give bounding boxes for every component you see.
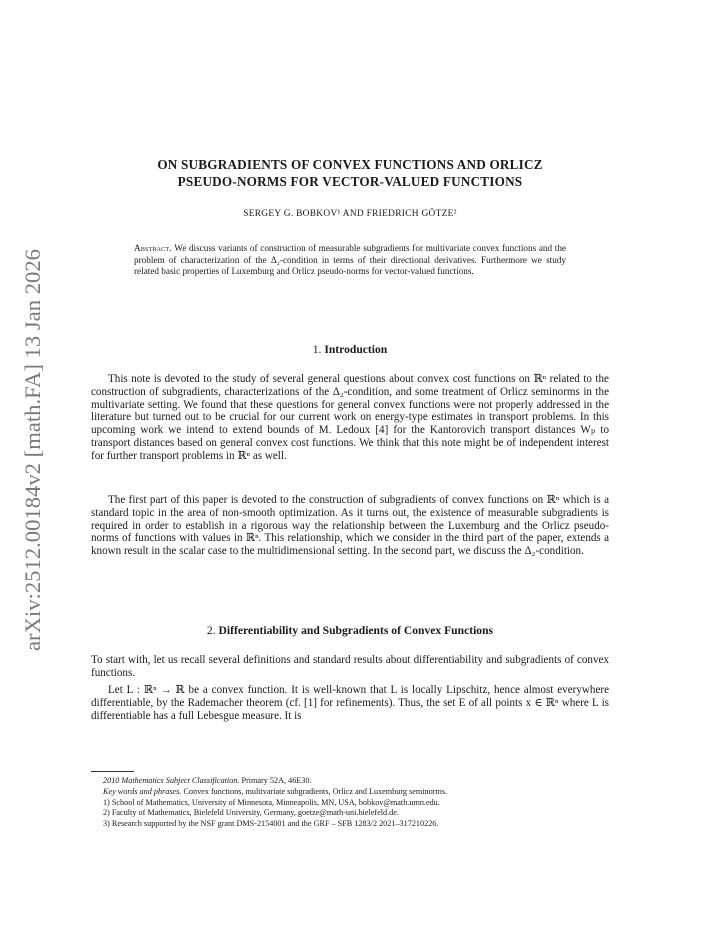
footnote-msc-text: Primary 52A, 46E30. (241, 776, 312, 785)
arxiv-stamp (10, 248, 54, 654)
section-2-title: Differentiability and Subgradients of Convex Functions (218, 624, 494, 637)
section-1-paragraph-1: This note is devoted to the study of several general questions about convex cost functions on ℝⁿ related to the construction of subgradients, characterizations of the Δ₂-condition, and some treatment of Orlicz seminorms in the multivariate setting. We found that these questions for general convex functions were not properly addressed in the literature but turned out to be crucial for our current work on energy-type estimates in transport problems. In this upcoming work we intend to extend bounds of M. Ledoux [4] for the Kantorovich transport distances Wₚ to transport distances based on general convex cost functions. We think that this note might be of independent interest for further transport problems in ℝⁿ as well. (91, 373, 609, 462)
author-list: SERGEY G. BOBKOV¹ AND FRIEDRICH GÖTZE² (243, 209, 457, 219)
footnote-msc-label: 2010 Mathematics Subject Classification. (103, 776, 240, 785)
paper-title (91, 156, 609, 190)
abstract (134, 243, 566, 278)
section-2-paragraph-1: To start with, let us recall several definitions and standard results about differentiability and subgradients of convex functions. (91, 654, 609, 679)
abstract-label: Abstract. (134, 243, 172, 253)
footnote-3: 3) Research supported by the NSF grant DMS-2154001 and the GRF – SFB 1283/2 2021–317210226. (103, 819, 439, 829)
section-1-paragraph-2: The first part of this paper is devoted to the construction of subgradients of convex functions on ℝⁿ which is a standard topic in the area of non-smooth optimization. As it turns out, the existence of measurable subgradients is required in order to establish in a rigorous way the relationship between the Luxemburg and the Orlicz pseudo-norms of functions with values in ℝⁿ. This relationship, which we consider in the third part of the paper, extends a known result in the scalar case to the multidimensional setting. In the second part, we discuss the Δ₂-condition. (91, 494, 609, 558)
footnote-keywords-text: Convex functions, multivariate subgradients, Orlicz and Luxemburg seminorms. (183, 786, 448, 796)
title-line-2: PSEUDO-NORMS FOR VECTOR-VALUED FUNCTIONS (177, 174, 523, 189)
section-2-heading (91, 624, 609, 637)
arxiv-stamp-text: arXiv:2512.00184v2 [math.FA] 13 Jan 2026 (20, 260, 45, 651)
section-2-number: 2. (206, 624, 216, 637)
footnote-keywords-label: Key words and phrases. (103, 786, 182, 796)
title-line-1: ON SUBGRADIENTS OF CONVEX FUNCTIONS AND ORLICZ (157, 157, 543, 172)
arxiv-stamp-graphic (10, 248, 54, 654)
abstract-text: We discuss variants of construction of measurable subgradients for multivariate convex functions and the problem of characterization of the Δ₂-condition in terms of their directional derivatives. Furthermore we study related basic properties of Luxemburg and Orlicz pseudo-norms for vector-valued functions. (134, 243, 566, 277)
section-1-title: Introduction (324, 343, 388, 356)
footnote-msc (103, 776, 613, 787)
section-2-paragraph-2: Let L : ℝⁿ → ℝ be a convex function. It is well-known that L is locally Lipschitz, hence almost everywhere differentiable, by the Rademacher theorem (cf. [1] for refinements). Thus, the set E of all points x ∈ ℝⁿ where L is differentiable has a full Lebesgue measure. It is (91, 684, 609, 722)
footnote-1: 1) School of Mathematics, University of Minnesota, Minneapolis, MN, USA, bobkov@math.umn.edu. (103, 797, 440, 807)
footnotes (103, 776, 613, 830)
footnote-2: 2) Faculty of Mathematics, Bielefeld University, Germany, goetze@math-uni.bielefeld.de. (103, 808, 399, 818)
section-1-heading (91, 343, 609, 356)
footnote-keywords (103, 787, 613, 798)
section-1-number: 1. (312, 343, 322, 356)
footnote-divider (91, 771, 134, 772)
